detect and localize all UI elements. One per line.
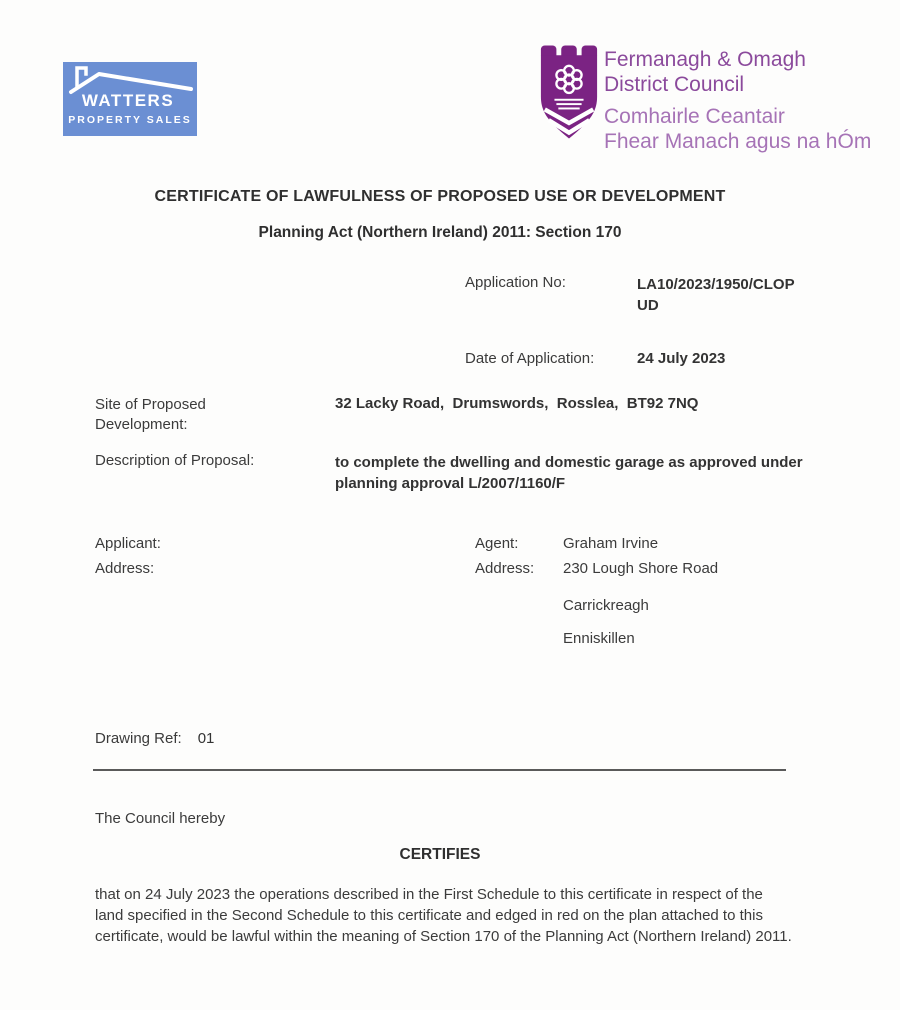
site-label-line2: Development: (95, 416, 188, 433)
certifies-heading: CERTIFIES (399, 846, 481, 863)
agent-address-line: Carrickreagh (563, 597, 649, 614)
council-name-ga-line1: Comhairle Ceantair (604, 105, 785, 128)
council-logo-text (604, 47, 871, 154)
watters-logo (63, 62, 197, 136)
watters-logo-name: WATTERS (81, 91, 175, 110)
description-value: to complete the dwelling and domestic garage as approved under planning approval L/2007/1160/F (335, 454, 803, 492)
description-label: Description of Proposal: (95, 452, 255, 469)
application-no-value (637, 274, 817, 316)
application-no-value-line1: LA10/2023/1950/CLOP (637, 276, 795, 293)
agent-name: Graham Irvine (563, 535, 659, 552)
application-no-label: Application No: (465, 274, 566, 291)
agent-label: Agent: (475, 535, 519, 552)
applicant-address-label: Address: (95, 560, 155, 577)
certificate-subtitle: Planning Act (Northern Ireland) 2011: Section 170 (258, 224, 622, 241)
date-of-application-value: 24 July 2023 (637, 350, 726, 367)
site-label-line1: Site of Proposed (95, 396, 206, 413)
agent-address-label: Address: (475, 560, 535, 577)
council-name-en-line1: Fermanagh & Omagh (604, 48, 806, 71)
council-shield-icon (538, 42, 600, 142)
drawing-ref-row (95, 730, 214, 747)
application-no-value-line2: UD (637, 297, 659, 314)
council-hereby-text: The Council hereby (95, 810, 226, 827)
applicant-label: Applicant: (95, 535, 161, 552)
site-label (95, 395, 275, 435)
drawing-ref-label: Drawing Ref: (95, 730, 182, 747)
date-of-application-label: Date of Application: (465, 350, 595, 367)
agent-address-line: Enniskillen (563, 630, 635, 647)
council-name-en-line2: District Council (604, 73, 745, 96)
certification-paragraph: that on 24 July 2023 the operations described in the First Schedule to this certificate in respect of the land specified in the Second Schedule to this certificate and edged in red on the plan attached to this certificate, would be lawful within the meaning of Section 170 of the Planning Act (Northern Ireland) 2011. (95, 886, 792, 945)
council-name-ga-line2: Fhear Manach agus na hÓm (604, 130, 872, 153)
site-value: 32 Lacky Road, Drumswords, Rosslea, BT92 7NQ (335, 395, 699, 412)
agent-address-line: 230 Lough Shore Road (563, 560, 719, 577)
watters-logo-subtitle: PROPERTY SALES (68, 114, 192, 126)
certificate-title: CERTIFICATE OF LAWFULNESS OF PROPOSED USE OR DEVELOPMENT (154, 188, 726, 205)
drawing-ref-value: 01 (197, 730, 215, 747)
horizontal-divider (93, 769, 786, 771)
